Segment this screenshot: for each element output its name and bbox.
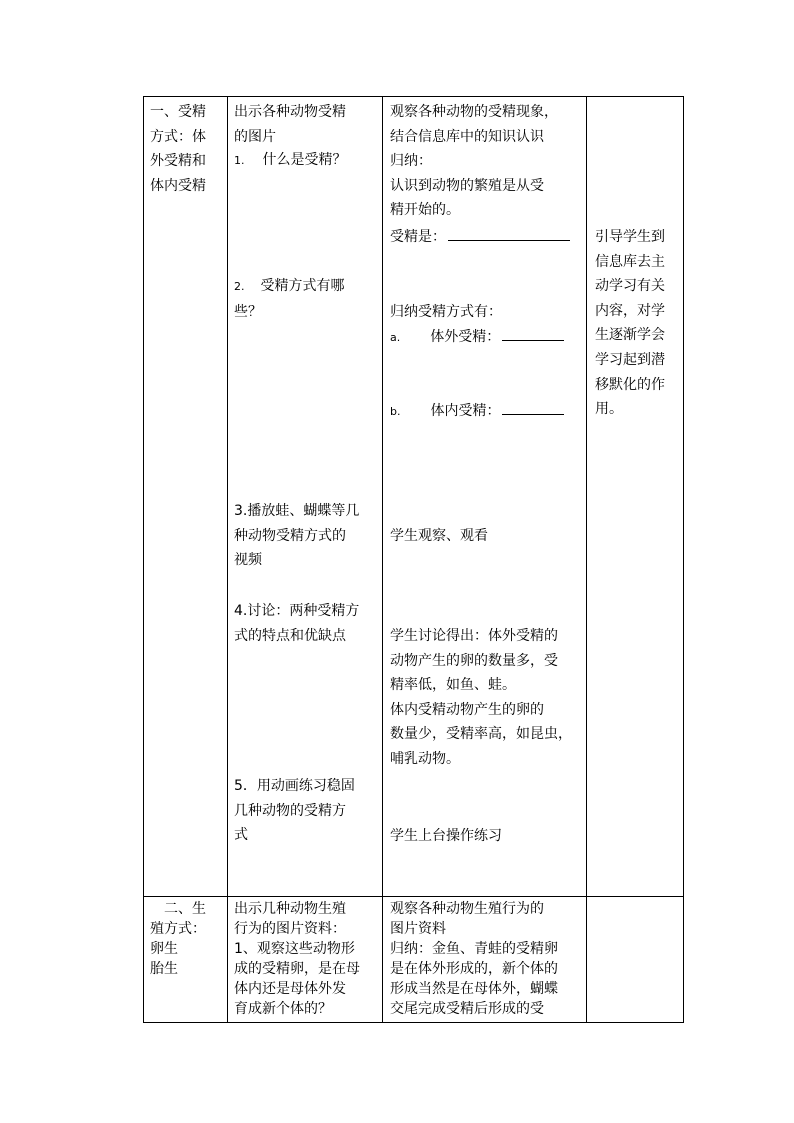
row1-student-definition [390, 225, 570, 250]
row1-teacher-q5 [234, 774, 355, 848]
row1-topic [150, 100, 206, 198]
text-line: 信息库去主 [595, 253, 665, 270]
text-line: 体内受精动物产生的卵的 [390, 701, 544, 718]
text-line: 什么是受精？ [262, 152, 347, 168]
column-divider [586, 96, 587, 1023]
row1-teacher-q2 [234, 274, 345, 324]
text-line: 行为的图片资料： [234, 921, 346, 937]
row1-student-observe [390, 100, 558, 223]
text-line: 内容，对学 [595, 302, 665, 319]
text-line: 成的受精卵，是在母 [234, 961, 360, 977]
table-right-border [683, 96, 684, 1023]
list-letter: b. [390, 405, 401, 418]
text-line: 卵生 [150, 941, 178, 957]
text-line: 视频 [234, 552, 262, 569]
table-left-border [143, 96, 144, 1023]
fill-blank [448, 239, 570, 241]
text-line: 体内还是母体外发 [234, 981, 346, 997]
text-line: 体内受精： [430, 403, 501, 419]
list-letter: a. [390, 331, 401, 344]
row1-student-watch [390, 524, 488, 549]
row2-teacher [234, 899, 360, 1019]
text-line: 是在体外形成的，新个体的 [390, 961, 558, 977]
text-line: 交尾完成受精后形成的受 [390, 1001, 544, 1017]
text-line: 几种动物的受精方 [234, 802, 346, 819]
text-line: 数量少，受精率高，如昆虫， [390, 726, 572, 743]
text-line: 体内受精 [150, 177, 206, 194]
table-bottom-border [143, 1022, 684, 1023]
text-line: 学生上台操作练习 [390, 828, 502, 844]
row1-student-summary [390, 300, 502, 325]
text-line: 出示几种动物生殖 [234, 901, 346, 917]
text-line: 形成当然是在母体外，蝴蝶 [390, 981, 558, 997]
row1-student-option-a [390, 325, 564, 351]
text-line: 移默化的作 [595, 376, 665, 393]
fill-blank [502, 339, 564, 341]
fill-blank [502, 413, 564, 415]
text-line: 一、受精 [150, 104, 206, 120]
text-line: 精开始的。 [390, 202, 460, 219]
text-line: 哺乳动物。 [390, 750, 460, 767]
text-line: 4.讨论：两种受精方 [234, 603, 360, 619]
text-line: 认识到动物的繁殖是从受 [390, 177, 544, 194]
row1-intent [595, 225, 665, 422]
text-line: 3.播放蛙、蝴蝶等几 [234, 503, 360, 519]
text-line: 生逐渐学会 [595, 327, 665, 344]
list-number: 1. [234, 154, 245, 167]
text-line: 5．用动画练习稳固 [234, 778, 355, 794]
row2-topic [150, 899, 206, 979]
text-line: 归纳： [390, 153, 432, 170]
row1-teacher-q3 [234, 499, 359, 573]
row1-teacher-q4 [234, 599, 359, 648]
text-line: 出示各种动物受精 [234, 104, 346, 120]
row1-student-discuss [390, 624, 572, 772]
text-line: 式的特点和优缺点 [234, 627, 346, 644]
table-top-border [143, 96, 684, 97]
text-line: 图片资料 [390, 921, 446, 937]
text-line: 学生观察、观看 [390, 528, 488, 544]
text-line: 体外受精： [430, 329, 501, 345]
row-divider [143, 896, 684, 897]
text-line: 观察各种动物生殖行为的 [390, 901, 544, 917]
text-line: 观察各种动物的受精现象， [390, 104, 558, 120]
text-line: 用。 [595, 401, 623, 418]
text-line: 学习起到潜 [595, 351, 665, 368]
text-line: 学生讨论得出：体外受精的 [390, 628, 558, 644]
text-line: 式 [234, 827, 248, 844]
list-number: 2. [234, 280, 245, 293]
row1-student-practice [390, 824, 502, 849]
text-line: 的图片 [234, 128, 276, 145]
text-line: 动物产生的卵的数量多，受 [390, 652, 558, 669]
text-line: 方式：体 [150, 128, 206, 145]
row1-student-option-b [390, 399, 564, 425]
text-line: 1、观察这些动物形 [234, 941, 355, 957]
text-line: 胎生 [150, 961, 178, 977]
column-divider [382, 96, 383, 1023]
text-line: 殖方式： [150, 921, 206, 937]
row1-teacher-q1 [234, 148, 347, 174]
text-line: 种动物受精方式的 [234, 527, 346, 544]
text-line: 归纳受精方式有： [390, 304, 502, 320]
text-line: 归纳：金鱼、青蛙的受精卵 [390, 941, 558, 957]
text-line: 动学习有关 [595, 278, 665, 295]
text-line: 受精方式有哪 [260, 278, 345, 294]
column-divider [227, 96, 228, 1023]
text-line: 精率低，如鱼、蛙。 [390, 677, 516, 694]
text-line: 育成新个体的？ [234, 1001, 332, 1017]
text-line: 二、生 [164, 901, 206, 917]
row1-teacher-intro [234, 100, 346, 149]
text-line: 些？ [234, 303, 262, 320]
row2-student [390, 899, 558, 1019]
text-line: 结合信息库中的知识认识 [390, 128, 544, 145]
text-line: 受精是： [390, 229, 446, 245]
text-line: 引导学生到 [595, 229, 665, 245]
text-line: 外受精和 [150, 153, 206, 170]
